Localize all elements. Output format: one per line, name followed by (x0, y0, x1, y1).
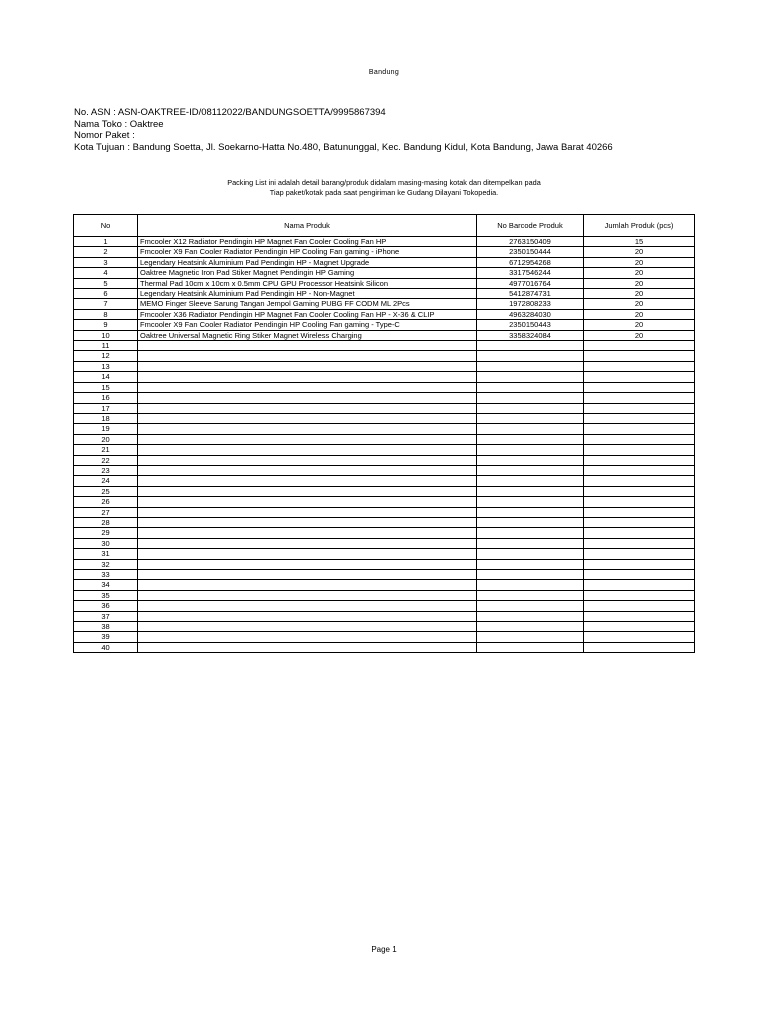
barcode-cell (477, 611, 584, 621)
product-name-cell (138, 393, 477, 403)
quantity-cell (584, 455, 695, 465)
table-row (74, 445, 695, 455)
quantity-cell (584, 403, 695, 413)
product-name-cell (138, 528, 477, 538)
product-name-cell (138, 642, 477, 652)
row-number-cell: 22 (74, 455, 138, 465)
table-row (74, 538, 695, 548)
product-name-cell: Oaktree Universal Magnetic Ring Stiker Magnet Wireless Charging (138, 330, 477, 340)
barcode-cell (477, 393, 584, 403)
barcode-cell (477, 570, 584, 580)
barcode-cell (477, 601, 584, 611)
quantity-cell (584, 538, 695, 548)
barcode-cell (477, 476, 584, 486)
table-row (74, 247, 695, 257)
quantity-cell: 20 (584, 330, 695, 340)
row-number-cell: 18 (74, 413, 138, 423)
quantity-cell: 20 (584, 268, 695, 278)
quantity-cell: 20 (584, 299, 695, 309)
packing-note (140, 178, 628, 197)
quantity-cell (584, 372, 695, 382)
table-row (74, 465, 695, 475)
row-number-cell: 20 (74, 434, 138, 444)
barcode-cell (477, 549, 584, 559)
product-name-cell: Fmcooler X9 Fan Cooler Radiator Pendingin HP Cooling Fan gaming - iPhone (138, 247, 477, 257)
column-header-no: No (74, 215, 138, 237)
product-name-cell: Thermal Pad 10cm x 10cm x 0.5mm CPU GPU Processor Heatsink Silicon (138, 278, 477, 288)
barcode-cell: 4963284030 (477, 309, 584, 319)
quantity-cell (584, 601, 695, 611)
quantity-cell: 20 (584, 247, 695, 257)
quantity-cell (584, 424, 695, 434)
quantity-cell (584, 486, 695, 496)
table-row (74, 497, 695, 507)
product-name-cell (138, 538, 477, 548)
table-row (74, 320, 695, 330)
quantity-cell (584, 476, 695, 486)
product-name-cell (138, 601, 477, 611)
row-number-cell: 12 (74, 351, 138, 361)
quantity-cell (584, 445, 695, 455)
row-number-cell: 1 (74, 237, 138, 247)
quantity-cell: 20 (584, 278, 695, 288)
table-row (74, 559, 695, 569)
barcode-cell: 2350150444 (477, 247, 584, 257)
product-name-cell (138, 507, 477, 517)
product-name-cell (138, 351, 477, 361)
quantity-cell (584, 434, 695, 444)
quantity-cell (584, 580, 695, 590)
row-number-cell: 34 (74, 580, 138, 590)
table-row (74, 413, 695, 423)
row-number-cell: 4 (74, 268, 138, 278)
row-number-cell: 21 (74, 445, 138, 455)
quantity-cell (584, 393, 695, 403)
barcode-cell (477, 372, 584, 382)
table-row (74, 361, 695, 371)
row-number-cell: 30 (74, 538, 138, 548)
column-header-product-name: Nama Produk (138, 215, 477, 237)
barcode-cell: 6712954268 (477, 257, 584, 267)
barcode-cell: 2763150409 (477, 237, 584, 247)
row-number-cell: 5 (74, 278, 138, 288)
barcode-cell (477, 413, 584, 423)
table-row (74, 341, 695, 351)
quantity-cell: 20 (584, 309, 695, 319)
row-number-cell: 9 (74, 320, 138, 330)
column-header-quantity-label: Jumlah Produk (pcs) (604, 221, 674, 230)
table-row (74, 570, 695, 580)
barcode-cell (477, 424, 584, 434)
document-title: Bandung (368, 69, 400, 76)
table-row (74, 309, 695, 319)
destination-city: Kota Tujuan : Bandung Soetta, Jl. Soekarno-Hatta No.480, Batununggal, Kec. Bandung Kidul, Kota Bandung, Jawa Barat 40266 (74, 141, 613, 153)
table-row (74, 580, 695, 590)
product-name-cell (138, 622, 477, 632)
product-name-cell (138, 486, 477, 496)
row-number-cell: 29 (74, 528, 138, 538)
table-row (74, 403, 695, 413)
table-row (74, 632, 695, 642)
table-row (74, 507, 695, 517)
barcode-cell: 3317546244 (477, 268, 584, 278)
barcode-cell (477, 445, 584, 455)
row-number-cell: 23 (74, 465, 138, 475)
row-number-cell: 14 (74, 372, 138, 382)
product-name-cell (138, 559, 477, 569)
quantity-cell (584, 413, 695, 423)
row-number-cell: 37 (74, 611, 138, 621)
table-row (74, 517, 695, 527)
table-row (74, 237, 695, 247)
barcode-cell (477, 486, 584, 496)
column-header-quantity (584, 215, 695, 237)
barcode-cell (477, 361, 584, 371)
quantity-cell (584, 622, 695, 632)
table-row (74, 372, 695, 382)
barcode-cell (477, 341, 584, 351)
quantity-cell (584, 351, 695, 361)
row-number-cell: 28 (74, 517, 138, 527)
barcode-cell (477, 517, 584, 527)
product-name-cell: Legendary Heatsink Aluminium Pad Pendingin HP - Non-Magnet (138, 289, 477, 299)
row-number-cell: 15 (74, 382, 138, 392)
quantity-cell: 20 (584, 289, 695, 299)
page-number: Page 1 (371, 945, 397, 954)
shipment-info (74, 107, 613, 153)
barcode-cell (477, 382, 584, 392)
barcode-cell: 2350150443 (477, 320, 584, 330)
column-header-barcode: No Barcode Produk (477, 215, 584, 237)
product-name-cell (138, 424, 477, 434)
packing-note-line-1: Packing List ini adalah detail barang/produk didalam masing-masing kotak dan ditempelkan pada (227, 178, 541, 187)
quantity-cell (584, 528, 695, 538)
product-name-cell: Fmcooler X36 Radiator Pendingin HP Magnet Fan Cooler Cooling Fan HP - X-36 & CLIP (138, 309, 477, 319)
product-name-cell: Fmcooler X12 Radiator Pendingin HP Magnet Fan Cooler Cooling Fan HP (138, 237, 477, 247)
quantity-cell (584, 611, 695, 621)
table-row (74, 622, 695, 632)
product-name-cell (138, 611, 477, 621)
quantity-cell (584, 549, 695, 559)
row-number-cell: 39 (74, 632, 138, 642)
barcode-cell (477, 434, 584, 444)
quantity-cell (584, 497, 695, 507)
product-name-cell (138, 445, 477, 455)
table-row (74, 299, 695, 309)
quantity-cell (584, 517, 695, 527)
table-row (74, 601, 695, 611)
barcode-cell (477, 497, 584, 507)
row-number-cell: 33 (74, 570, 138, 580)
table-row (74, 278, 695, 288)
product-name-cell (138, 632, 477, 642)
row-number-cell: 8 (74, 309, 138, 319)
table-row (74, 330, 695, 340)
barcode-cell (477, 351, 584, 361)
barcode-cell (477, 632, 584, 642)
product-name-cell (138, 590, 477, 600)
row-number-cell: 26 (74, 497, 138, 507)
product-name-cell: Oaktree Magnetic Iron Pad Stiker Magnet Pendingin HP Gaming (138, 268, 477, 278)
table-row (74, 642, 695, 652)
barcode-cell (477, 622, 584, 632)
table-row (74, 549, 695, 559)
row-number-cell: 24 (74, 476, 138, 486)
product-name-cell: Fmcooler X9 Fan Cooler Radiator Pendingin HP Cooling Fan gaming - Type-C (138, 320, 477, 330)
row-number-cell: 3 (74, 257, 138, 267)
quantity-cell: 15 (584, 237, 695, 247)
table-row (74, 590, 695, 600)
table-row (74, 424, 695, 434)
product-name-cell: Legendary Heatsink Aluminium Pad Pendingin HP - Magnet Upgrade (138, 257, 477, 267)
quantity-cell (584, 570, 695, 580)
row-number-cell: 19 (74, 424, 138, 434)
product-name-cell (138, 413, 477, 423)
row-number-cell: 7 (74, 299, 138, 309)
quantity-cell (584, 507, 695, 517)
row-number-cell: 6 (74, 289, 138, 299)
row-number-cell: 25 (74, 486, 138, 496)
table-row (74, 268, 695, 278)
table-row (74, 382, 695, 392)
table-row (74, 611, 695, 621)
row-number-cell: 31 (74, 549, 138, 559)
barcode-cell: 4977016764 (477, 278, 584, 288)
product-name-cell (138, 476, 477, 486)
product-name-cell (138, 570, 477, 580)
product-name-cell (138, 341, 477, 351)
quantity-cell (584, 341, 695, 351)
row-number-cell: 10 (74, 330, 138, 340)
product-name-cell (138, 580, 477, 590)
quantity-cell: 20 (584, 320, 695, 330)
barcode-cell (477, 507, 584, 517)
product-name-cell (138, 549, 477, 559)
table-body (74, 237, 695, 653)
row-number-cell: 16 (74, 393, 138, 403)
table-row (74, 393, 695, 403)
table-row (74, 528, 695, 538)
table-row (74, 486, 695, 496)
product-name-cell (138, 517, 477, 527)
product-name-cell (138, 465, 477, 475)
row-number-cell: 2 (74, 247, 138, 257)
product-name-cell (138, 455, 477, 465)
product-name-cell (138, 434, 477, 444)
table-row (74, 476, 695, 486)
asn-number: No. ASN : ASN-OAKTREE-ID/08112022/BANDUNGSOETTA/9995867394 (74, 107, 386, 118)
row-number-cell: 32 (74, 559, 138, 569)
product-name-cell (138, 382, 477, 392)
product-name-cell (138, 497, 477, 507)
table-row (74, 434, 695, 444)
row-number-cell: 17 (74, 403, 138, 413)
row-number-cell: 40 (74, 642, 138, 652)
barcode-cell (477, 538, 584, 548)
quantity-cell: 20 (584, 257, 695, 267)
barcode-cell (477, 642, 584, 652)
quantity-cell (584, 632, 695, 642)
packing-note-line-2: Tiap paket/kotak pada saat pengiriman ke Gudang Dilayani Tokopedia. (269, 187, 499, 197)
table-row (74, 455, 695, 465)
quantity-cell (584, 382, 695, 392)
row-number-cell: 38 (74, 622, 138, 632)
table-row (74, 351, 695, 361)
quantity-cell (584, 559, 695, 569)
barcode-cell: 1972808233 (477, 299, 584, 309)
barcode-cell: 5412874731 (477, 289, 584, 299)
row-number-cell: 13 (74, 361, 138, 371)
table-row (74, 257, 695, 267)
barcode-cell (477, 528, 584, 538)
row-number-cell: 35 (74, 590, 138, 600)
product-name-cell (138, 372, 477, 382)
barcode-cell (477, 465, 584, 475)
row-number-cell: 11 (74, 341, 138, 351)
row-number-cell: 36 (74, 601, 138, 611)
barcode-cell: 3358324084 (477, 330, 584, 340)
barcode-cell (477, 403, 584, 413)
quantity-cell (584, 465, 695, 475)
barcode-cell (477, 559, 584, 569)
barcode-cell (477, 455, 584, 465)
store-name: Nama Toko : Oaktree (74, 118, 164, 130)
package-number: Nomor Paket : (74, 130, 135, 141)
table-row (74, 289, 695, 299)
table-header-row (74, 215, 695, 237)
row-number-cell: 27 (74, 507, 138, 517)
quantity-cell (584, 590, 695, 600)
quantity-cell (584, 642, 695, 652)
packing-list-table (73, 214, 695, 653)
barcode-cell (477, 590, 584, 600)
quantity-cell (584, 361, 695, 371)
product-name-cell (138, 403, 477, 413)
barcode-cell (477, 580, 584, 590)
product-name-cell (138, 361, 477, 371)
product-name-cell: MEMO Finger Sleeve Sarung Tangan Jempol Gaming PUBG FF CODM ML 2Pcs (138, 299, 477, 309)
